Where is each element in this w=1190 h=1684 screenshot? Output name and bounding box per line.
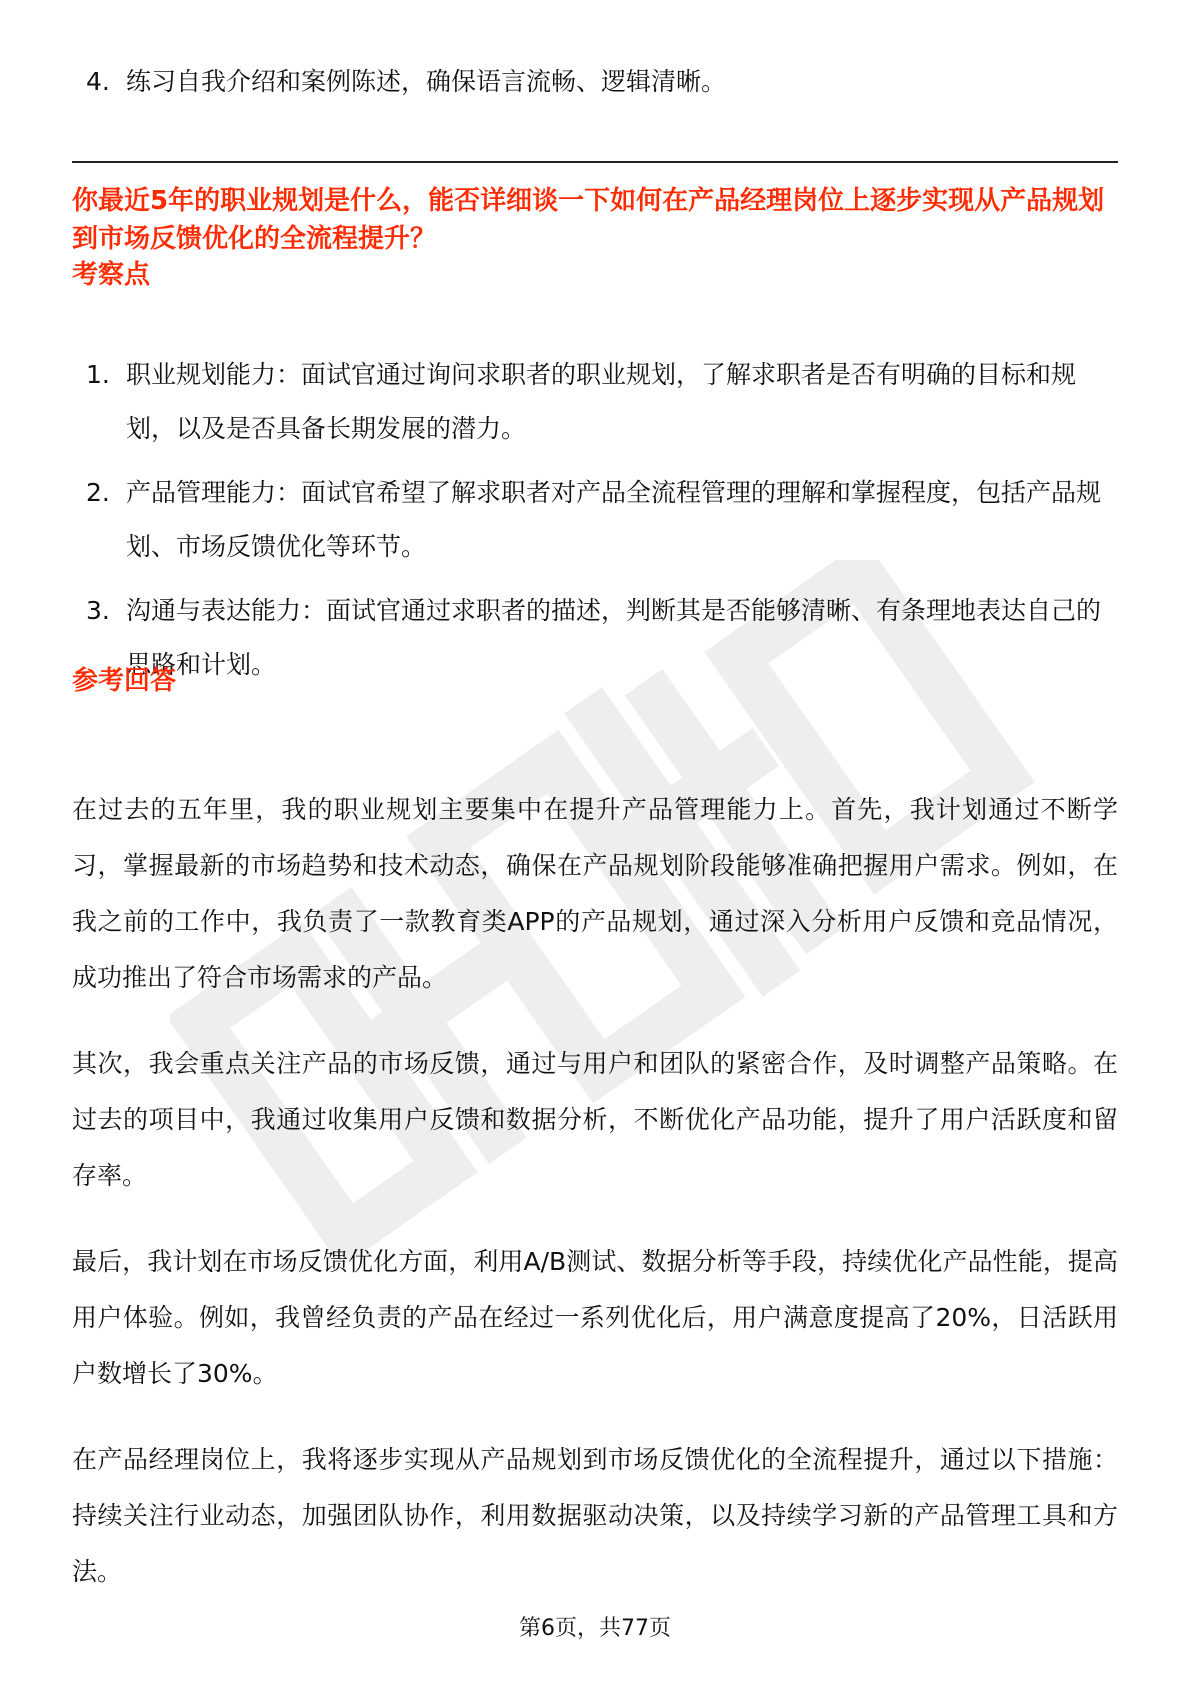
list-item (72, 584, 1118, 692)
examination-points-title: 考察点 (72, 260, 151, 290)
page-number-footer: 第6页，共77页 (519, 1616, 671, 1641)
list-item-text: 职业规划能力：面试官通过询问求职者的职业规划，了解求职者是否有明确的目标和规划，以及是否具备长期发展的潜力。 (126, 360, 1077, 443)
section-divider (72, 161, 1118, 163)
answer-paragraph: 在过去的五年里，我的职业规划主要集中在提升产品管理能力上。首先，我计划通过不断学习，掌握最新的市场趋势和技术动态，确保在产品规划阶段能够准确把握用户需求。例如，在我之前的工作中，我负责了一款教育类APP的产品规划，通过深入分析用户反馈和竞品情况，成功推出了符合市场需求的产品。 (72, 795, 1118, 992)
examination-points-list (72, 348, 1118, 702)
list-item-text: 沟通与表达能力：面试官通过求职者的描述，判断其是否能够清晰、有条理地表达自己的思路和计划。 (126, 596, 1102, 679)
answer-paragraph: 在产品经理岗位上，我将逐步实现从产品规划到市场反馈优化的全流程提升，通过以下措施：持续关注行业动态，加强团队协作，利用数据驱动决策，以及持续学习新的产品管理工具和方法。 (72, 1445, 1118, 1586)
list-number: 3. (86, 596, 110, 625)
list-number: 1. (86, 360, 110, 389)
list-item (72, 466, 1118, 574)
answer-paragraph: 其次，我会重点关注产品的市场反馈，通过与用户和团队的紧密合作，及时调整产品策略。在过去的项目中，我通过收集用户反馈和数据分析，不断优化产品功能，提升了用户活跃度和留存率。 (72, 1049, 1118, 1190)
answer-paragraph: 最后，我计划在市场反馈优化方面，利用A/B测试、数据分析等手段，持续优化产品性能，提高用户体验。例如，我曾经负责的产品在经过一系列优化后，用户满意度提高了20%，日活跃用户数增长了30%。 (72, 1247, 1118, 1388)
question-heading: 你最近5年的职业规划是什么，能否详细谈一下如何在产品经理岗位上逐步实现从产品规划到市场反馈优化的全流程提升？ (72, 186, 1105, 254)
list-number: 4. (86, 67, 110, 96)
reference-answer-title: 参考回答 (72, 666, 177, 696)
list-number: 2. (86, 478, 110, 507)
list-item (72, 348, 1118, 456)
previous-list-item (86, 60, 1116, 104)
reference-answer-body (72, 782, 1118, 1630)
list-item-text: 产品管理能力：面试官希望了解求职者对产品全流程管理的理解和掌握程度，包括产品规划、市场反馈优化等环节。 (126, 478, 1102, 561)
list-item-text: 练习自我介绍和案例陈述，确保语言流畅、逻辑清晰。 (126, 67, 727, 96)
